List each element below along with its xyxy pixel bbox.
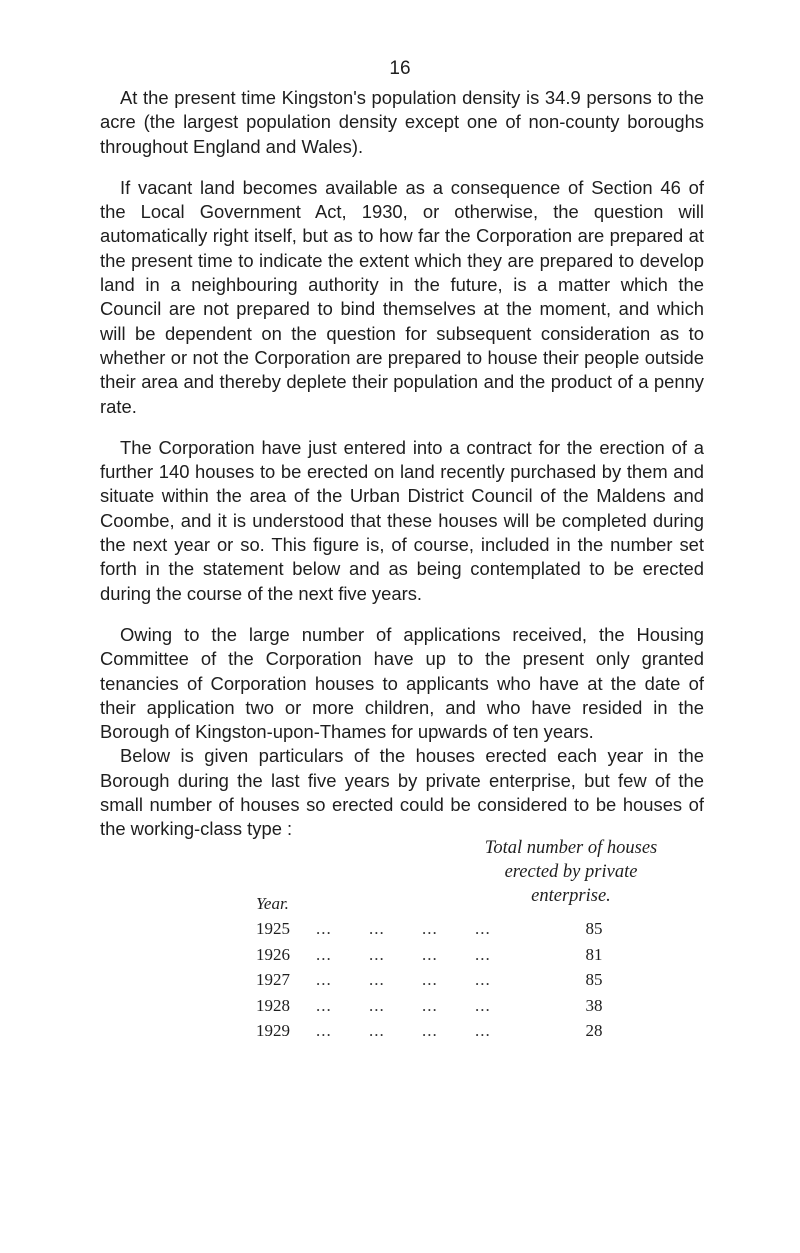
row-year: 1925 (256, 919, 290, 938)
paragraph-vacant-land: If vacant land becomes available as a consequence of Section 46 of the Local Government Act, 1930, or otherwise, the question will automatically right itself, but as to how far the Corporation are prepared at the present time to indicate the extent which they are prepared to develop land in a neighbouring authority in the future, is a matter which the Council are not prepared to bind themselves at the moment, and which will be dependent on the question for subsequent consideration as to whether or not the Corporation are prepared to house their people outside their area and thereby deplete their population and the product of a penny rate. (100, 176, 704, 417)
table-row (254, 919, 614, 943)
row-year: 1927 (256, 970, 290, 989)
leader-dots: ... ... ... ... (316, 919, 491, 938)
column-header-total-houses: Total number of houses erected by private enterprise. (484, 838, 658, 906)
body-text (100, 86, 704, 842)
row-value: 38 (585, 996, 603, 1015)
paragraph-applications: Owing to the large number of applications received, the Housing Committee of the Corporation have up to the present only granted tenancies of Corporation houses to applicants who have at the date of their application two or more children, and who have resided in the Borough of Kingston-upon-Thames for upwards of ten years. (100, 623, 704, 743)
table-row (254, 970, 614, 994)
leader-dots: ... ... ... ... (316, 1021, 491, 1040)
paragraph-particulars: Below is given particulars of the houses erected each year in the Borough during the last five years by private enterprise, but few of the small number of houses so erected could be considered to be houses of the working-class type : (100, 745, 704, 840)
row-value: 28 (585, 1021, 603, 1040)
row-year: 1928 (256, 996, 290, 1015)
leader-dots: ... ... ... ... (316, 970, 491, 989)
page-number: 16 (389, 58, 411, 79)
row-value: 85 (585, 970, 603, 989)
paragraph-population-density: At the present time Kingston's population density is 34.9 persons to the acre (the largest population density except one of non-county boroughs throughout England and Wales). (100, 87, 704, 157)
leader-dots: ... ... ... ... (316, 945, 491, 964)
table-row (254, 945, 614, 969)
paragraph-contract-houses: The Corporation have just entered into a contract for the erection of a further 140 houses to be erected on land recently purchased by them and situate within the area of the Urban District Council of the Maldens and Coombe, and it is understood that these houses will be completed during the next year or so. This figure is, of course, included in the number set forth in the statement below and as being contemplated to be erected during the course of the next five years. (100, 436, 704, 604)
table-row (254, 996, 614, 1020)
row-value: 85 (585, 919, 603, 938)
leader-dots: ... ... ... ... (316, 996, 491, 1015)
row-year: 1926 (256, 945, 290, 964)
row-year: 1929 (256, 1021, 290, 1040)
row-value: 81 (585, 945, 603, 964)
column-header-year: Year. (256, 894, 289, 913)
table-row (254, 1021, 614, 1045)
